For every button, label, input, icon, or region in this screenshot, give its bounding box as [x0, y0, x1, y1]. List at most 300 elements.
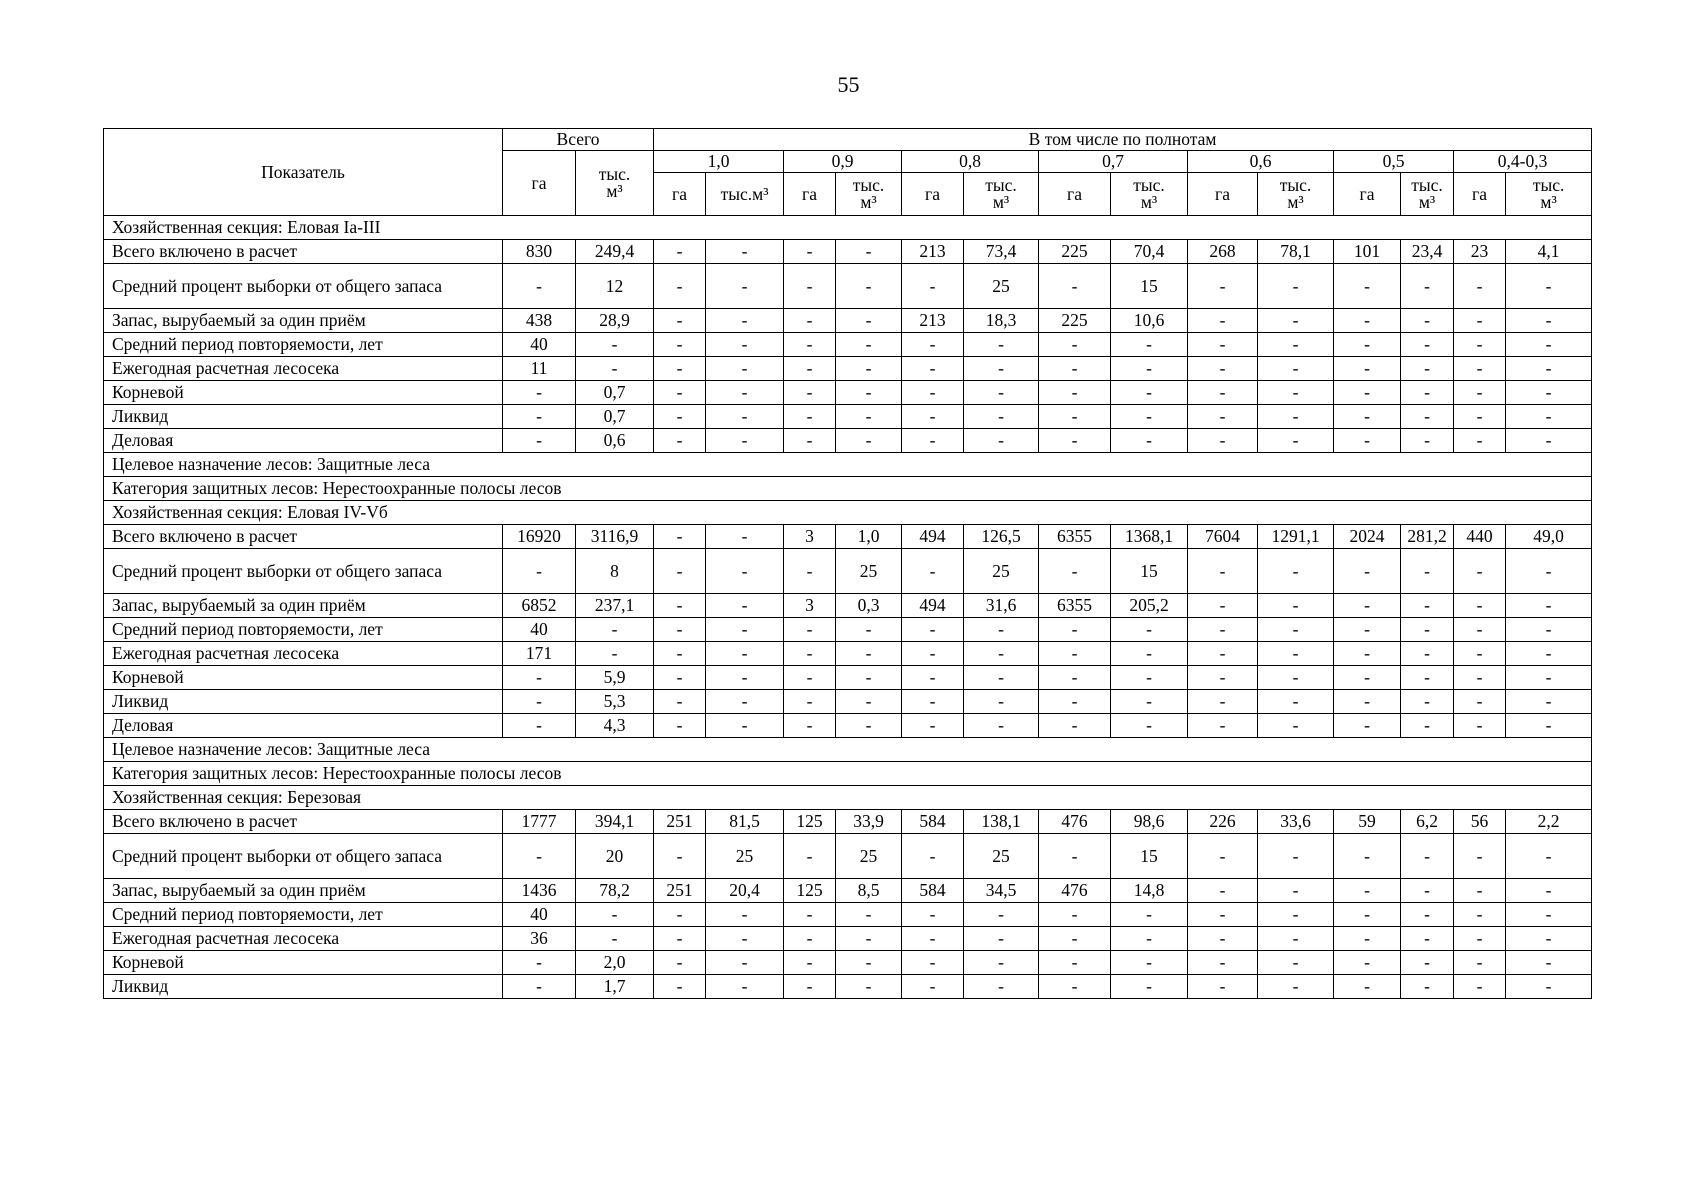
table-row	[104, 690, 1592, 714]
table-cell: -	[1401, 927, 1454, 951]
row-label: Ликвид	[104, 405, 503, 429]
table-cell: -	[654, 357, 706, 381]
table-cell: -	[706, 690, 784, 714]
table-cell: -	[1506, 834, 1592, 879]
table-cell: -	[1334, 618, 1401, 642]
table-cell: -	[836, 264, 902, 309]
table-cell: 125	[784, 879, 836, 903]
table-cell: 5,3	[576, 690, 654, 714]
table-cell: 25	[836, 549, 902, 594]
table-cell: 6355	[1039, 594, 1111, 618]
table-cell: 0,3	[836, 594, 902, 618]
table-cell: 1368,1	[1111, 525, 1188, 549]
table-cell: -	[503, 714, 576, 738]
table-cell: -	[654, 690, 706, 714]
volume-subheader: тыс. м³	[1111, 173, 1188, 216]
table-row	[104, 666, 1592, 690]
table-cell: -	[1506, 549, 1592, 594]
table-cell: -	[964, 690, 1039, 714]
section-row	[104, 762, 1592, 786]
row-label: Средний период повторяемости, лет	[104, 618, 503, 642]
table-cell: -	[1454, 381, 1506, 405]
row-label: Ежегодная расчетная лесосека	[104, 357, 503, 381]
table-cell: -	[964, 618, 1039, 642]
table-cell: 226	[1188, 810, 1258, 834]
table-cell: -	[706, 525, 784, 549]
table-cell: -	[576, 333, 654, 357]
table-cell: -	[1506, 618, 1592, 642]
table-cell: 59	[1334, 810, 1401, 834]
table-cell: -	[503, 690, 576, 714]
table-cell: -	[1454, 927, 1506, 951]
table-cell: -	[1506, 264, 1592, 309]
table-cell: -	[1401, 690, 1454, 714]
section-row	[104, 786, 1592, 810]
table-cell: 268	[1188, 240, 1258, 264]
row-label: Средний период повторяемости, лет	[104, 903, 503, 927]
table-cell: 8	[576, 549, 654, 594]
table-row	[104, 975, 1592, 999]
section-title: Целевое назначение лесов: Защитные леса	[104, 738, 1592, 762]
table-cell: -	[654, 903, 706, 927]
table-cell: -	[784, 975, 836, 999]
table-cell: -	[1454, 405, 1506, 429]
table-cell: -	[1039, 714, 1111, 738]
table-row	[104, 381, 1592, 405]
table-cell: -	[654, 429, 706, 453]
row-label: Деловая	[104, 429, 503, 453]
by-density-header: В том числе по полнотам	[654, 129, 1592, 151]
table-cell: -	[902, 381, 964, 405]
table-cell: 16920	[503, 525, 576, 549]
table-cell: -	[836, 381, 902, 405]
density-header: 0,7	[1039, 151, 1188, 173]
table-cell: -	[706, 429, 784, 453]
table-cell: 0,6	[576, 429, 654, 453]
table-cell: -	[964, 714, 1039, 738]
table-cell: 25	[964, 264, 1039, 309]
table-cell: -	[964, 642, 1039, 666]
table-cell: -	[1039, 333, 1111, 357]
table-cell: -	[836, 975, 902, 999]
volume-subheader: тыс. м³	[964, 173, 1039, 216]
table-cell: -	[1258, 309, 1334, 333]
section-row	[104, 501, 1592, 525]
table-cell: -	[964, 333, 1039, 357]
table-cell: -	[654, 381, 706, 405]
table-cell: -	[1334, 405, 1401, 429]
table-cell: -	[1401, 309, 1454, 333]
table-cell: -	[836, 903, 902, 927]
table-cell: -	[1039, 642, 1111, 666]
table-cell: -	[1039, 903, 1111, 927]
table-cell: -	[1506, 309, 1592, 333]
table-cell: -	[784, 549, 836, 594]
table-cell: -	[1258, 666, 1334, 690]
table-cell: 40	[503, 903, 576, 927]
table-cell: 1436	[503, 879, 576, 903]
table-row	[104, 834, 1592, 879]
table-cell: 5,9	[576, 666, 654, 690]
table-cell: -	[964, 405, 1039, 429]
table-cell: 0,7	[576, 381, 654, 405]
table-cell: -	[784, 405, 836, 429]
table-cell: -	[503, 381, 576, 405]
ha-subheader: га	[1454, 173, 1506, 216]
table-cell: -	[1188, 618, 1258, 642]
table-cell: -	[784, 240, 836, 264]
table-cell: -	[1039, 405, 1111, 429]
ha-subheader: га	[1334, 173, 1401, 216]
table-cell: 225	[1039, 240, 1111, 264]
row-label: Всего включено в расчет	[104, 240, 503, 264]
table-cell: 40	[503, 618, 576, 642]
table-cell: 6,2	[1401, 810, 1454, 834]
table-cell: -	[1334, 594, 1401, 618]
table-cell: -	[1188, 975, 1258, 999]
table-cell: -	[1454, 690, 1506, 714]
table-cell: -	[1258, 333, 1334, 357]
table-cell: -	[706, 951, 784, 975]
row-label: Всего включено в расчет	[104, 525, 503, 549]
table-cell: -	[706, 594, 784, 618]
table-cell: -	[654, 975, 706, 999]
table-cell: -	[964, 357, 1039, 381]
table-row	[104, 879, 1592, 903]
table-cell: 10,6	[1111, 309, 1188, 333]
table-cell: 8,5	[836, 879, 902, 903]
table-cell: 15	[1111, 834, 1188, 879]
table-cell: -	[902, 333, 964, 357]
section-row	[104, 216, 1592, 240]
table-cell: -	[654, 642, 706, 666]
table-cell: -	[836, 429, 902, 453]
table-cell: -	[1334, 879, 1401, 903]
table-cell: -	[1334, 834, 1401, 879]
table-cell: -	[964, 381, 1039, 405]
table-cell: -	[1039, 264, 1111, 309]
table-cell: -	[1454, 834, 1506, 879]
table-cell: -	[1258, 834, 1334, 879]
table-cell: -	[1111, 618, 1188, 642]
row-label: Ликвид	[104, 690, 503, 714]
table-row	[104, 951, 1592, 975]
table-cell: -	[706, 975, 784, 999]
table-row	[104, 333, 1592, 357]
table-cell: 281,2	[1401, 525, 1454, 549]
volume-subheader: тыс. м³	[1506, 173, 1592, 216]
table-cell: -	[654, 666, 706, 690]
total-volume-header: тыс. м³	[576, 151, 654, 216]
table-cell: 78,1	[1258, 240, 1334, 264]
table-cell: -	[1258, 879, 1334, 903]
table-cell: 494	[902, 594, 964, 618]
table-cell: -	[1188, 714, 1258, 738]
table-cell: -	[1188, 642, 1258, 666]
section-title: Хозяйственная секция: Еловая Ia-III	[104, 216, 1592, 240]
table-cell: -	[902, 834, 964, 879]
table-cell: -	[1506, 594, 1592, 618]
table-cell: -	[1454, 264, 1506, 309]
table-cell: -	[1454, 903, 1506, 927]
table-cell: -	[1334, 357, 1401, 381]
table-row	[104, 429, 1592, 453]
table-cell: -	[902, 951, 964, 975]
table-cell: 476	[1039, 810, 1111, 834]
table-cell: -	[836, 309, 902, 333]
ha-subheader: га	[1188, 173, 1258, 216]
table-cell: -	[1039, 951, 1111, 975]
table-cell: 78,2	[576, 879, 654, 903]
table-cell: -	[1454, 333, 1506, 357]
table-cell: -	[1258, 975, 1334, 999]
table-cell: 830	[503, 240, 576, 264]
table-cell: -	[1188, 879, 1258, 903]
table-cell: 213	[902, 240, 964, 264]
table-cell: -	[1454, 309, 1506, 333]
table-cell: -	[654, 714, 706, 738]
table-cell: -	[1111, 714, 1188, 738]
row-label: Ежегодная расчетная лесосека	[104, 642, 503, 666]
table-cell: -	[1506, 975, 1592, 999]
table-cell: -	[1454, 714, 1506, 738]
table-cell: -	[1454, 975, 1506, 999]
table-cell: -	[902, 642, 964, 666]
table-cell: 126,5	[964, 525, 1039, 549]
table-cell: -	[654, 594, 706, 618]
table-cell: -	[1111, 642, 1188, 666]
table-cell: -	[1454, 879, 1506, 903]
table-cell: -	[1334, 429, 1401, 453]
table-cell: -	[964, 927, 1039, 951]
table-cell: -	[1334, 642, 1401, 666]
row-label: Средний процент выборки от общего запаса	[104, 549, 503, 594]
table-cell: -	[706, 618, 784, 642]
table-cell: 249,4	[576, 240, 654, 264]
table-row	[104, 405, 1592, 429]
table-cell: 33,6	[1258, 810, 1334, 834]
table-cell: -	[1188, 357, 1258, 381]
table-cell: -	[1454, 357, 1506, 381]
table-cell: -	[784, 333, 836, 357]
table-cell: -	[1454, 594, 1506, 618]
table-cell: -	[836, 951, 902, 975]
table-cell: -	[964, 666, 1039, 690]
table-cell: 1,0	[836, 525, 902, 549]
table-cell: -	[1506, 927, 1592, 951]
table-cell: -	[706, 309, 784, 333]
table-cell: -	[654, 951, 706, 975]
table-cell: -	[1188, 264, 1258, 309]
table-cell: -	[1039, 357, 1111, 381]
density-header: 1,0	[654, 151, 784, 173]
table-cell: 438	[503, 309, 576, 333]
table-cell: -	[902, 357, 964, 381]
table-cell: -	[1111, 975, 1188, 999]
table-cell: -	[1401, 666, 1454, 690]
density-header: 0,9	[784, 151, 902, 173]
table-cell: 15	[1111, 549, 1188, 594]
table-cell: 23	[1454, 240, 1506, 264]
table-cell: -	[503, 666, 576, 690]
ha-subheader: га	[784, 173, 836, 216]
table-cell: -	[836, 333, 902, 357]
table-cell: -	[1506, 951, 1592, 975]
table-cell: 40	[503, 333, 576, 357]
table-cell: -	[1401, 381, 1454, 405]
table-cell: 4,3	[576, 714, 654, 738]
table-cell: -	[1258, 927, 1334, 951]
table-cell: 56	[1454, 810, 1506, 834]
table-cell: -	[964, 429, 1039, 453]
table-cell: -	[1111, 666, 1188, 690]
table-cell: 205,2	[1111, 594, 1188, 618]
table-cell: -	[503, 549, 576, 594]
section-row	[104, 738, 1592, 762]
table-cell: -	[1401, 714, 1454, 738]
section-row	[104, 453, 1592, 477]
table-cell: 3	[784, 594, 836, 618]
table-cell: -	[1039, 381, 1111, 405]
density-header: 0,4-0,3	[1454, 151, 1592, 173]
table-cell: -	[1188, 594, 1258, 618]
table-cell: -	[576, 618, 654, 642]
table-cell: -	[836, 357, 902, 381]
section-title: Хозяйственная секция: Еловая IV-Vб	[104, 501, 1592, 525]
table-cell: -	[1039, 690, 1111, 714]
table-cell: -	[784, 357, 836, 381]
section-title: Хозяйственная секция: Березовая	[104, 786, 1592, 810]
table-cell: -	[503, 975, 576, 999]
table-row	[104, 594, 1592, 618]
table-row	[104, 714, 1592, 738]
table-cell: -	[1111, 903, 1188, 927]
table-cell: -	[1188, 405, 1258, 429]
table-cell: 1777	[503, 810, 576, 834]
table-cell: 1,7	[576, 975, 654, 999]
table-cell: -	[784, 642, 836, 666]
table-cell: -	[836, 642, 902, 666]
table-cell: -	[706, 642, 784, 666]
table-cell: -	[1506, 690, 1592, 714]
table-cell: -	[1258, 951, 1334, 975]
table-cell: 20,4	[706, 879, 784, 903]
table-cell: -	[784, 714, 836, 738]
table-cell: -	[1258, 381, 1334, 405]
table-cell: -	[1334, 333, 1401, 357]
row-label: Корневой	[104, 951, 503, 975]
table-cell: -	[1401, 357, 1454, 381]
table-cell: -	[902, 666, 964, 690]
table-cell: -	[654, 264, 706, 309]
row-label: Корневой	[104, 666, 503, 690]
table-cell: -	[1506, 666, 1592, 690]
table-cell: -	[1334, 666, 1401, 690]
table-cell: -	[1039, 927, 1111, 951]
table-cell: -	[784, 618, 836, 642]
table-cell: 4,1	[1506, 240, 1592, 264]
table-cell: -	[1401, 549, 1454, 594]
table-cell: -	[1188, 690, 1258, 714]
table-cell: -	[784, 309, 836, 333]
table-cell: 25	[964, 834, 1039, 879]
row-label: Ежегодная расчетная лесосека	[104, 927, 503, 951]
table-cell: -	[654, 240, 706, 264]
table-cell: 28,9	[576, 309, 654, 333]
table-cell: -	[902, 618, 964, 642]
table-cell: -	[1506, 642, 1592, 666]
indicator-header: Показатель	[104, 129, 503, 216]
row-label: Запас, вырубаемый за один приём	[104, 879, 503, 903]
table-cell: -	[1401, 405, 1454, 429]
table-cell: 14,8	[1111, 879, 1188, 903]
table-cell: 2,0	[576, 951, 654, 975]
table-cell: -	[1334, 903, 1401, 927]
table-cell: -	[1401, 903, 1454, 927]
table-cell: 440	[1454, 525, 1506, 549]
table-cell: -	[1111, 951, 1188, 975]
table-cell: 33,9	[836, 810, 902, 834]
table-cell: 476	[1039, 879, 1111, 903]
table-cell: -	[1334, 951, 1401, 975]
table-row	[104, 525, 1592, 549]
table-cell: -	[654, 309, 706, 333]
table-cell: 73,4	[964, 240, 1039, 264]
total-ha-header: га	[503, 151, 576, 216]
table-cell: 0,7	[576, 405, 654, 429]
table-cell: 70,4	[1111, 240, 1188, 264]
table-cell: -	[1258, 714, 1334, 738]
table-cell: -	[706, 333, 784, 357]
table-cell: 213	[902, 309, 964, 333]
table-cell: -	[503, 405, 576, 429]
table-cell: -	[576, 642, 654, 666]
table-cell: -	[1258, 903, 1334, 927]
table-cell: -	[836, 927, 902, 951]
volume-subheader: тыс.м³	[706, 173, 784, 216]
table-cell: -	[1258, 429, 1334, 453]
table-cell: -	[1111, 357, 1188, 381]
table-cell: 34,5	[964, 879, 1039, 903]
table-cell: -	[784, 666, 836, 690]
table-cell: -	[1111, 333, 1188, 357]
table-cell: -	[706, 714, 784, 738]
table-cell: -	[1111, 690, 1188, 714]
table-row	[104, 642, 1592, 666]
table-cell: 2,2	[1506, 810, 1592, 834]
table-cell: -	[1039, 666, 1111, 690]
table-cell: 25	[836, 834, 902, 879]
table-cell: -	[1401, 879, 1454, 903]
table-cell: -	[1188, 333, 1258, 357]
table-cell: -	[1188, 309, 1258, 333]
table-cell: -	[1506, 903, 1592, 927]
table-cell: -	[1188, 429, 1258, 453]
table-cell: -	[706, 666, 784, 690]
table-cell: 2024	[1334, 525, 1401, 549]
table-cell: -	[1039, 975, 1111, 999]
table-cell: -	[902, 975, 964, 999]
table-cell: -	[1454, 951, 1506, 975]
table-cell: -	[1258, 405, 1334, 429]
table-cell: -	[1111, 927, 1188, 951]
table-cell: 225	[1039, 309, 1111, 333]
table-cell: -	[654, 834, 706, 879]
page-number: 55	[837, 72, 860, 97]
table-cell: -	[1039, 429, 1111, 453]
table-cell: -	[706, 264, 784, 309]
table-cell: -	[1401, 333, 1454, 357]
